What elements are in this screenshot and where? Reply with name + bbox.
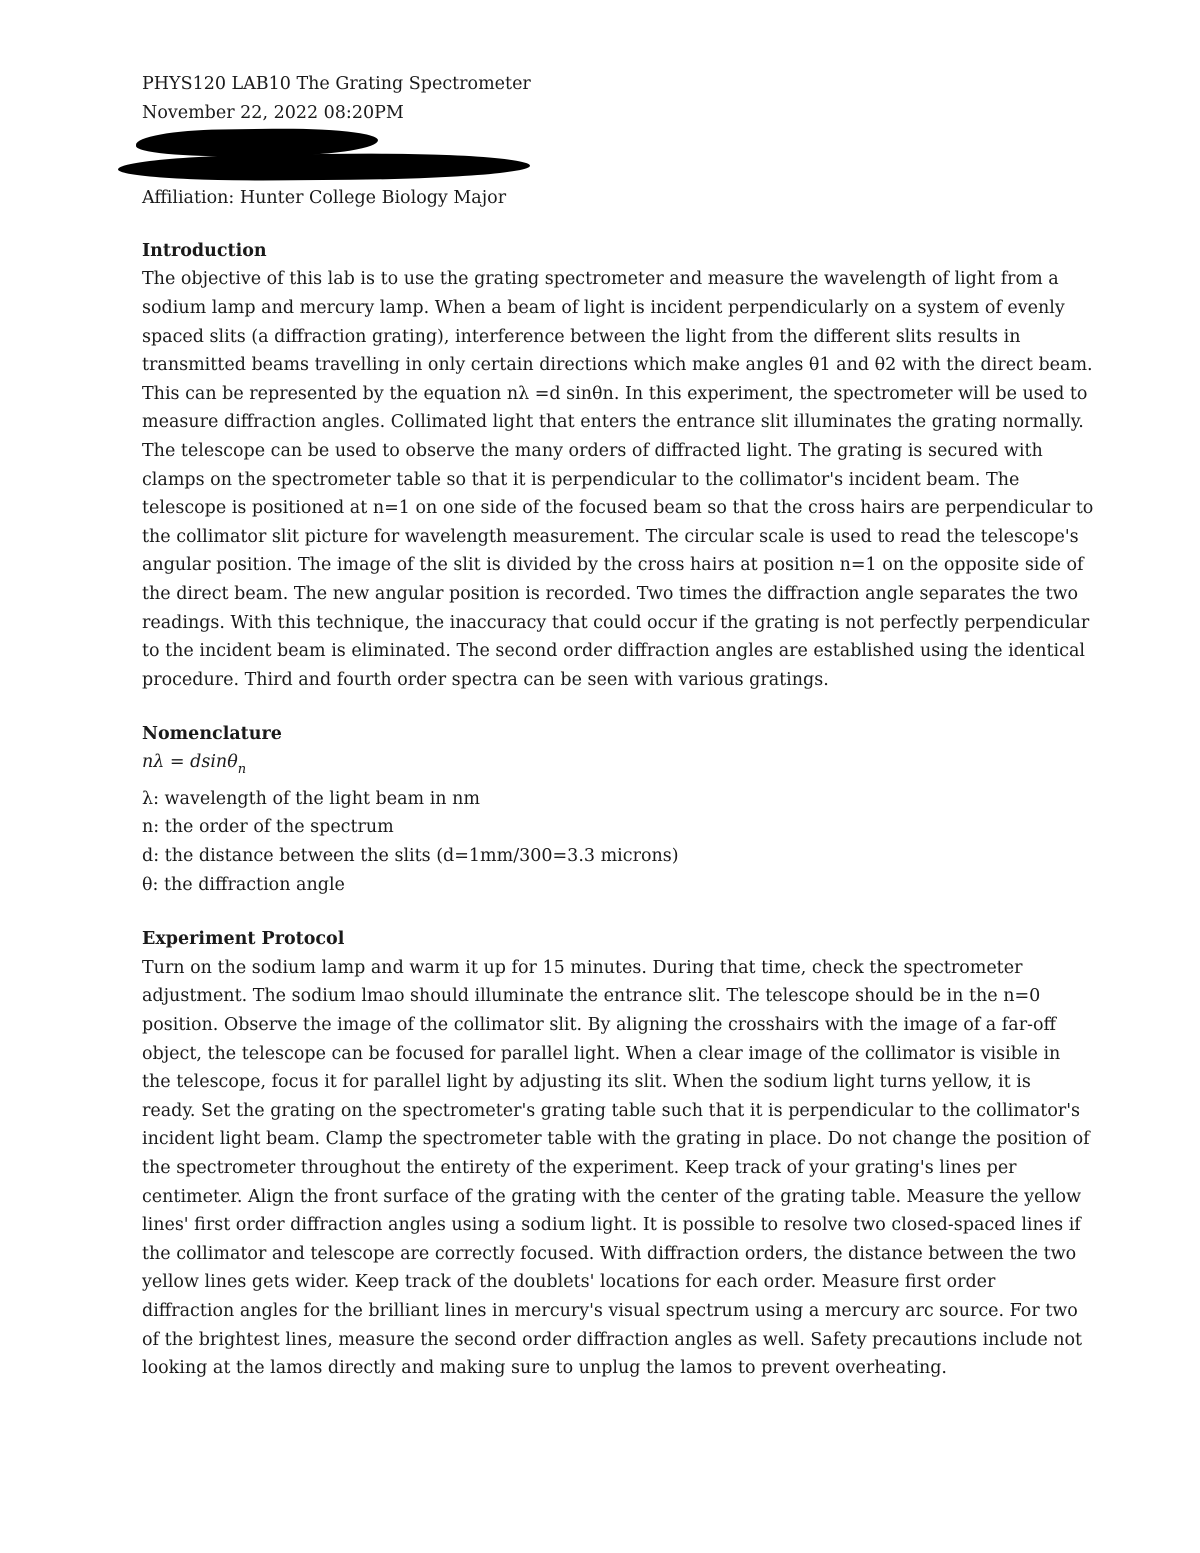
nomenclature-heading: Nomenclature (142, 724, 282, 745)
protocol-line: object, the telescope can be focused for parallel light. When a clear image of the collimator is visible in (142, 1043, 1061, 1064)
protocol-heading: Experiment Protocol (142, 929, 345, 950)
protocol-line: diffraction angles for the brilliant lines in mercury's visual spectrum using a mercury arc source. For two (142, 1300, 1078, 1321)
introduction-line: spaced slits (a diffraction grating), interference between the light from the different slits results in (142, 326, 1021, 347)
protocol-line: looking at the lamos directly and making sure to unplug the lamos to prevent overheating. (142, 1358, 947, 1379)
nomenclature-item: θ: the diffraction angle (142, 874, 345, 895)
protocol-line: position. Observe the image of the collimator slit. By aligning the crosshairs with the image of a far-off (142, 1015, 1056, 1036)
introduction-line: This can be represented by the equation nλ =d sinθn. In this experiment, the spectrometer will be used to (142, 383, 1088, 404)
protocol-body (142, 954, 1090, 1383)
protocol-line: incident light beam. Clamp the spectrometer table with the grating in place. Do not change the position of (142, 1129, 1090, 1150)
affiliation-line: Affiliation: Hunter College Biology Major (142, 188, 507, 209)
introduction-body (142, 265, 1094, 694)
introduction-line: the collimator slit picture for wavelength measurement. The circular scale is used to read the telescope's (142, 526, 1079, 547)
protocol-line: Turn on the sodium lamp and warm it up for 15 minutes. During that time, check the spectrometer (142, 957, 1023, 978)
introduction-heading: Introduction (142, 240, 267, 261)
protocol-line: ready. Set the grating on the spectrometer's grating table such that it is perpendicular to the collimator's (142, 1100, 1081, 1121)
redaction-marks (142, 127, 1062, 184)
equation-main: nλ = dsinθ (142, 751, 238, 772)
protocol-line: adjustment. The sodium lmao should illuminate the entrance slit. The telescope should be in the n=0 (142, 986, 1041, 1007)
introduction-line: readings. With this technique, the inaccuracy that could occur if the grating is not perfectly perpendicular (142, 612, 1090, 633)
document-date: November 22, 2022 08:20PM (142, 102, 404, 123)
introduction-line: transmitted beams travelling in only certain directions which make angles θ1 and θ2 with the direct beam. (142, 355, 1093, 376)
introduction-line: sodium lamp and mercury lamp. When a beam of light is incident perpendicularly on a system of evenly (142, 297, 1065, 318)
protocol-line: the spectrometer throughout the entirety of the experiment. Keep track of your grating's lines per (142, 1158, 1017, 1178)
protocol-line: centimeter. Align the front surface of the grating with the center of the grating table. Measure the yellow (142, 1186, 1082, 1207)
nomenclature-item: d: the distance between the slits (d=1mm/300=3.3 microns) (142, 846, 679, 867)
introduction-line: angular position. The image of the slit is divided by the cross hairs at position n=1 on the opposite side of (142, 555, 1084, 576)
diffraction-equation (142, 749, 1062, 785)
protocol-line: the telescope, focus it for parallel light by adjusting its slit. When the sodium light turns yellow, it is (142, 1072, 1031, 1093)
introduction-line: to the incident beam is eliminated. The second order diffraction angles are established using the identical (142, 641, 1085, 662)
introduction-line: clamps on the spectrometer table so that it is perpendicular to the collimator's incident beam. The (142, 469, 1020, 490)
equation-subscript: n (237, 761, 247, 777)
introduction-line: the direct beam. The new angular position is recorded. Two times the diffraction angle separates the two (142, 583, 1078, 604)
introduction-line: The telescope can be used to observe the many orders of diffracted light. The grating is secured with (142, 440, 1043, 461)
protocol-line: the collimator and telescope are correctly focused. With diffraction orders, the distance between the two (142, 1243, 1077, 1264)
redaction-blob (118, 152, 530, 182)
document-title: PHYS120 LAB10 The Grating Spectrometer (142, 74, 531, 94)
nomenclature-item: n: the order of the spectrum (142, 817, 394, 838)
introduction-line: The objective of this lab is to use the grating spectrometer and measure the wavelength of light from a (142, 269, 1059, 290)
document-page (142, 70, 1094, 1383)
introduction-line: measure diffraction angles. Collimated light that enters the entrance slit illuminates the grating normally. (142, 412, 1084, 433)
protocol-line: of the brightest lines, measure the second order diffraction angles as well. Safety precautions include not (142, 1329, 1083, 1350)
introduction-line: telescope is positioned at n=1 on one side of the focused beam so that the cross hairs are perpendicular to (142, 498, 1094, 519)
protocol-line: yellow lines gets wider. Keep track of the doublets' locations for each order. Measure first order (142, 1272, 996, 1293)
introduction-line: procedure. Third and fourth order spectra can be seen with various gratings. (142, 669, 829, 690)
protocol-line: lines' first order diffraction angles using a sodium light. It is possible to resolve two closed-spaced lines if (142, 1215, 1081, 1236)
nomenclature-item: λ: wavelength of the light beam in nm (142, 788, 481, 809)
